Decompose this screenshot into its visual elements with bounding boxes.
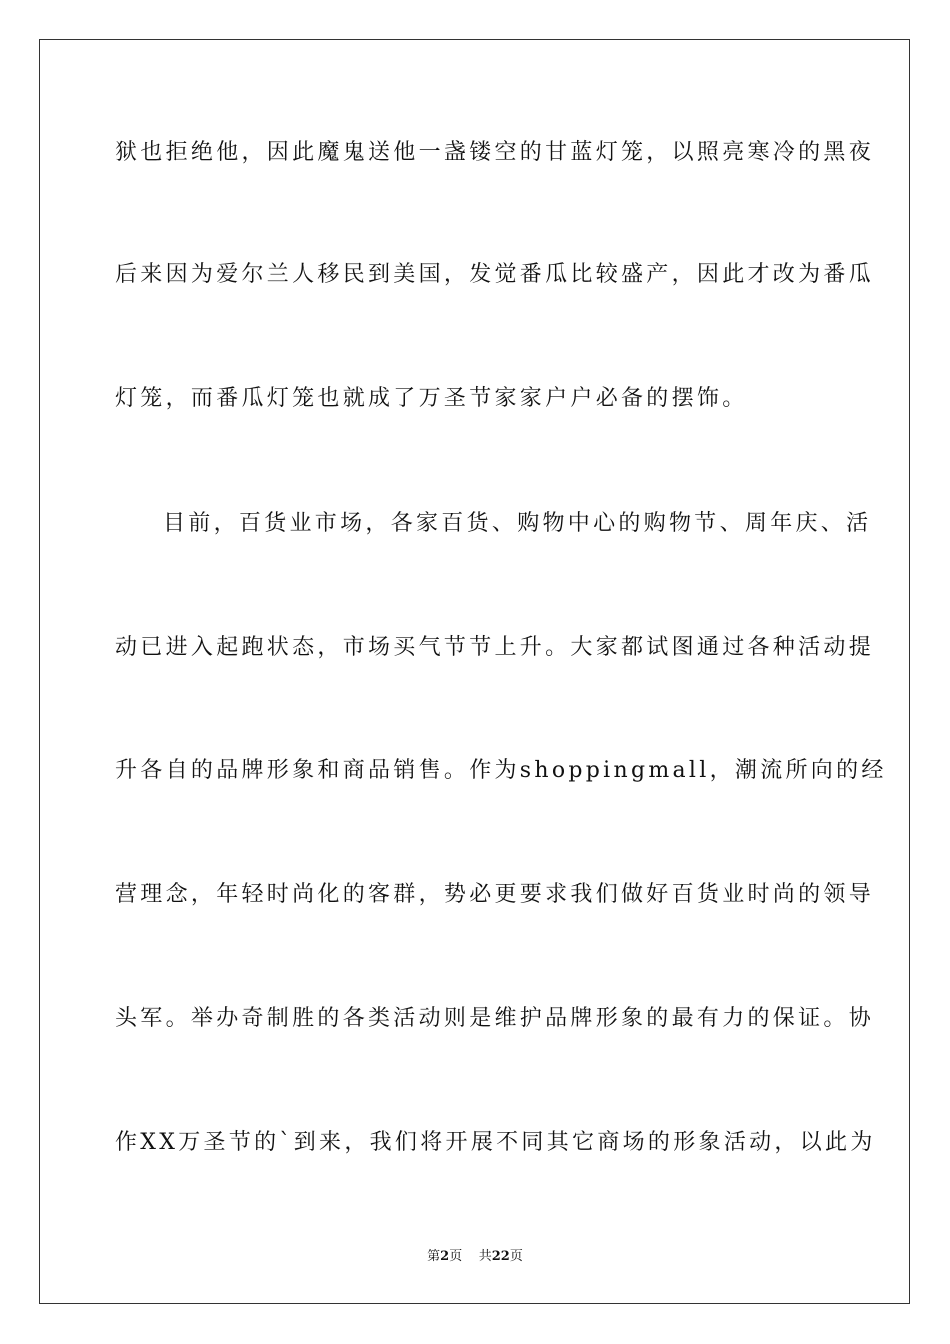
footer-total-suffix: 页 (509, 1249, 523, 1264)
text-line-2: 后来因为爱尔兰人移民到美国，发觉番瓜比较盛产，因此才改为番瓜 (115, 262, 875, 287)
text-line-5: 动已进入起跑状态，市场买气节节上升。大家都试图通过各种活动提 (115, 635, 875, 660)
text-line-8: 头军。举办奇制胜的各类活动则是维护品牌形象的最有力的保证。协 (115, 1006, 875, 1031)
text-line-1: 狱也拒绝他，因此魔鬼送他一盏镂空的甘蓝灯笼，以照亮寒冷的黑夜 (115, 140, 875, 165)
text-line-4: 目前，百货业市场，各家百货、购物中心的购物节、周年庆、活 (163, 511, 872, 536)
text-line-9: 作XX万圣节的`到来，我们将开展不同其它商场的形象活动，以此为 (115, 1130, 876, 1155)
footer-page-prefix: 第 (427, 1249, 441, 1264)
text-line-7: 营理念，年轻时尚化的客群，势必更要求我们做好百货业时尚的领导 (115, 882, 875, 907)
page-frame (39, 39, 910, 1304)
text-line-3: 灯笼，而番瓜灯笼也就成了万圣节家家户户必备的摆饰。 (115, 386, 748, 411)
page-footer (0, 1248, 950, 1266)
footer-total-pages: 22 (491, 1249, 510, 1264)
footer-total-prefix: 共 (478, 1249, 492, 1264)
footer-page-number: 2 (440, 1249, 450, 1264)
footer-page-suffix: 页 (449, 1249, 463, 1264)
text-line-6: 升各自的品牌形象和商品销售。作为shoppingmall，潮流所向的经 (115, 758, 887, 783)
